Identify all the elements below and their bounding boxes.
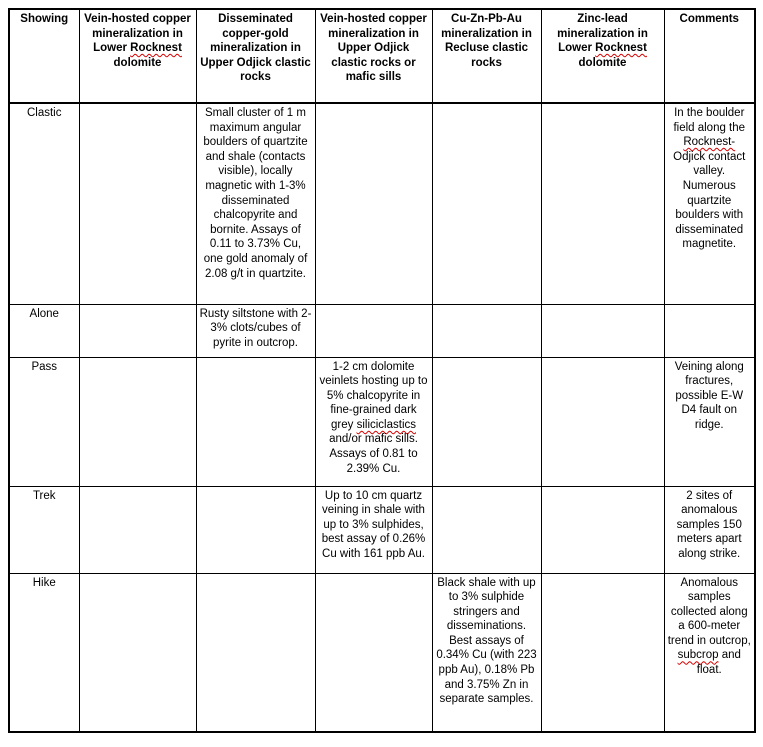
table-cell[interactable]: Anomalous samples collected along a 600-meter trend in outcrop, subcrop and float. [664, 573, 755, 732]
table-cell[interactable] [196, 357, 315, 486]
misspelled-word: Rocknest [595, 42, 647, 55]
table-cell[interactable] [79, 357, 196, 486]
table-cell[interactable] [541, 304, 664, 357]
table-row-hike [9, 573, 755, 732]
header-cell-4[interactable]: Cu-Zn-Pb-Au mineralization in Recluse clastic rocks [432, 9, 541, 103]
table-row-clastic [9, 103, 755, 304]
misspelled-word: Rocknest [130, 42, 182, 55]
table-row-trek [9, 486, 755, 573]
header-cell-3[interactable]: Vein-hosted copper mineralization in Upper Odjick clastic rocks or mafic sills [315, 9, 432, 103]
header-cell-5[interactable]: Zinc-lead mineralization in Lower Rocknest dolomite [541, 9, 664, 103]
table-cell[interactable] [541, 103, 664, 304]
showing-name-cell[interactable]: Alone [9, 304, 79, 357]
table-cell[interactable] [541, 573, 664, 732]
header-cell-2[interactable]: Disseminated copper-gold mineralization in Upper Odjick clastic rocks [196, 9, 315, 103]
table-header-row [9, 9, 755, 103]
table-cell[interactable] [315, 103, 432, 304]
misspelled-word: subcrop [677, 649, 719, 662]
table-cell[interactable] [79, 304, 196, 357]
table-cell[interactable] [541, 357, 664, 486]
table-cell[interactable]: Rusty siltstone with 2-3% clots/cubes of pyrite in outcrop. [196, 304, 315, 357]
header-cell-6[interactable]: Comments [664, 9, 755, 103]
table-cell[interactable] [315, 304, 432, 357]
table-cell[interactable]: 2 sites of anomalous samples 150 meters apart along strike. [664, 486, 755, 573]
table-cell[interactable]: Veining along fractures, possible E-W D4 fault on ridge. [664, 357, 755, 486]
table-cell[interactable]: Up to 10 cm quartz veining in shale with up to 3% sulphides, best assay of 0.26% Cu with 161 ppb Au. [315, 486, 432, 573]
table-cell[interactable]: Small cluster of 1 m maximum angular boulders of quartzite and shale (contacts visible), locally magnetic with 1-3% disseminated chalcopyrite and bornite. Assays of 0.11 to 3.73% Cu, one gold anomaly of 2.08 g/t in quartzite. [196, 103, 315, 304]
table-cell[interactable] [432, 486, 541, 573]
table-cell[interactable] [541, 486, 664, 573]
table-cell[interactable]: In the boulder field along the Rocknest-Odjick contact valley. Numerous quartzite boulders with disseminated magnetite. [664, 103, 755, 304]
table-cell[interactable] [664, 304, 755, 357]
header-cell-1[interactable]: Vein-hosted copper mineralization in Lower Rocknest dolomite [79, 9, 196, 103]
showing-name-cell[interactable]: Trek [9, 486, 79, 573]
showing-name-cell[interactable]: Pass [9, 357, 79, 486]
mineralization-showings-table [8, 8, 756, 733]
table-cell[interactable] [432, 357, 541, 486]
table-body [9, 103, 755, 732]
table-cell[interactable] [79, 573, 196, 732]
table-cell[interactable]: Black shale with up to 3% sulphide stringers and disseminations. Best assays of 0.34% Cu (with 223 ppb Au), 0.18% Pb and 3.75% Zn in separate samples. [432, 573, 541, 732]
table-cell[interactable] [79, 486, 196, 573]
showing-name-cell[interactable]: Clastic [9, 103, 79, 304]
showing-name-cell[interactable]: Hike [9, 573, 79, 732]
misspelled-word: siliciclastics [356, 418, 416, 431]
table-header-row [9, 9, 755, 103]
table-cell[interactable] [196, 486, 315, 573]
table-cell[interactable] [79, 103, 196, 304]
header-cell-0[interactable]: Showing [9, 9, 79, 103]
table-cell[interactable] [432, 103, 541, 304]
table-cell[interactable] [315, 573, 432, 732]
table-cell[interactable]: 1-2 cm dolomite veinlets hosting up to 5% chalcopyrite in fine-grained dark grey siliciclastics and/or mafic sills. Assays of 0.81 to 2.39% Cu. [315, 357, 432, 486]
table-row-alone [9, 304, 755, 357]
table-cell[interactable] [196, 573, 315, 732]
table-cell[interactable] [432, 304, 541, 357]
table-row-pass [9, 357, 755, 486]
misspelled-word: Rocknest- [683, 136, 736, 149]
